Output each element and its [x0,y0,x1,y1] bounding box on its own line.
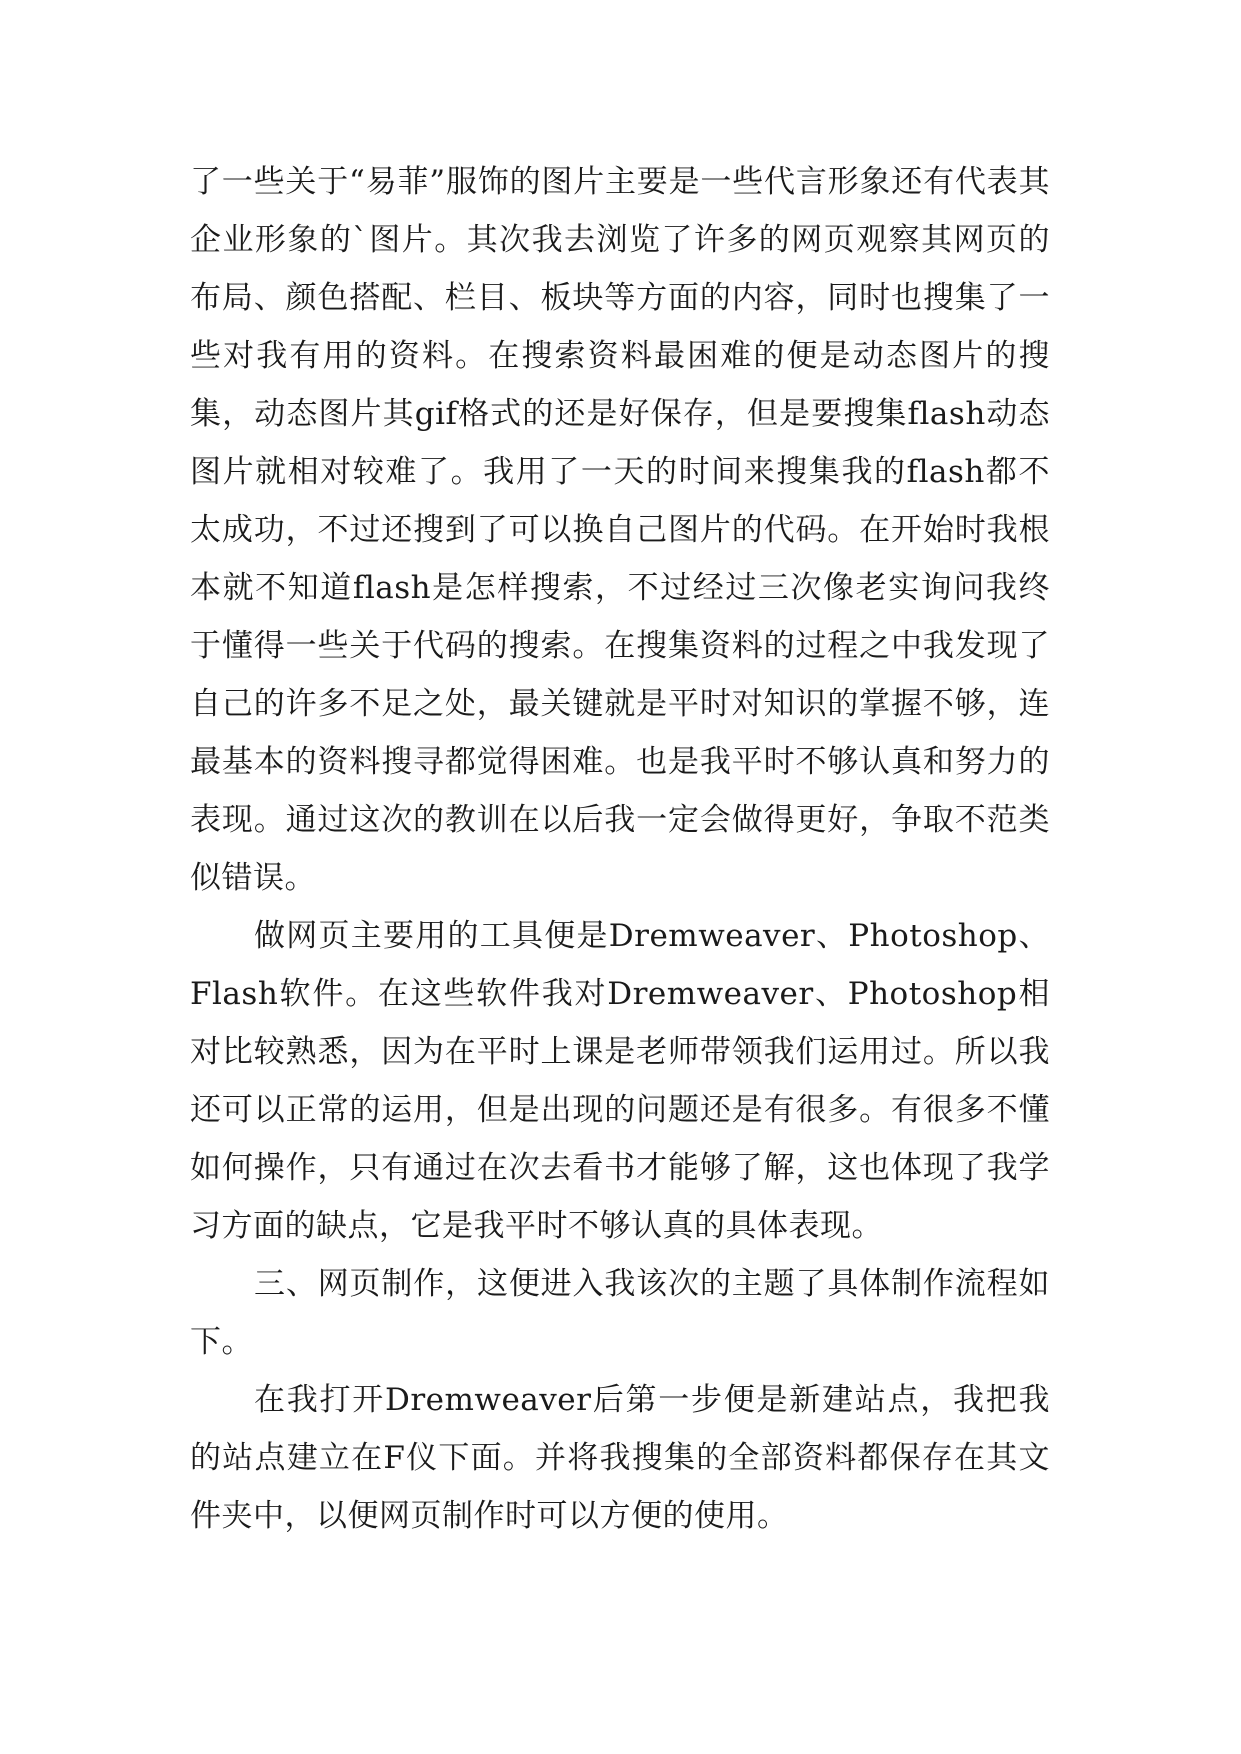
paragraph-3: 三、网页制作，这便进入我该次的主题了具体制作流程如下。 [190,1266,1050,1360]
paragraph-1: 了一些关于“易菲”服饰的图片主要是一些代言形象还有代表其企业形象的`图片。其次我去浏览了许多的网页观察其网页的布局、颜色搭配、栏目、板块等方面的内容，同时也搜集了一些对我有用的资料。在搜索资料最困难的便是动态图片的搜集，动态图片其gif格式的还是好保存，但是要搜集flash动态图片就相对较难了。我用了一天的时间来搜集我的flash都不太成功，不过还搜到了可以换自己图片的代码。在开始时我根本就不知道flash是怎样搜索，不过经过三次像老实询问我终于懂得一些关于代码的搜索。在搜集资料的过程之中我发现了自己的许多不足之处，最关键就是平时对知识的掌握不够，连最基本的资料搜寻都觉得困难。也是我平时不够认真和努力的表现。通过这次的教训在以后我一定会做得更好，争取不范类似错误。 [190,164,1050,896]
paragraph-4: 在我打开Dremweaver后第一步便是新建站点，我把我的站点建立在F仪下面。并将我搜集的全部资料都保存在其文件夹中，以便网页制作时可以方便的使用。 [190,1382,1050,1534]
paragraph-2: 做网页主要用的工具便是Dremweaver、Photoshop、Flash软件。在这些软件我对Dremweaver、Photoshop相对比较熟悉，因为在平时上课是老师带领我们运用过。所以我还可以正常的运用，但是出现的问题还是有很多。有很多不懂如何操作，只有通过在次去看书才能够了解，这也体现了我学习方面的缺点，它是我平时不够认真的具体表现。 [190,918,1050,1244]
document-body [190,153,1050,1545]
